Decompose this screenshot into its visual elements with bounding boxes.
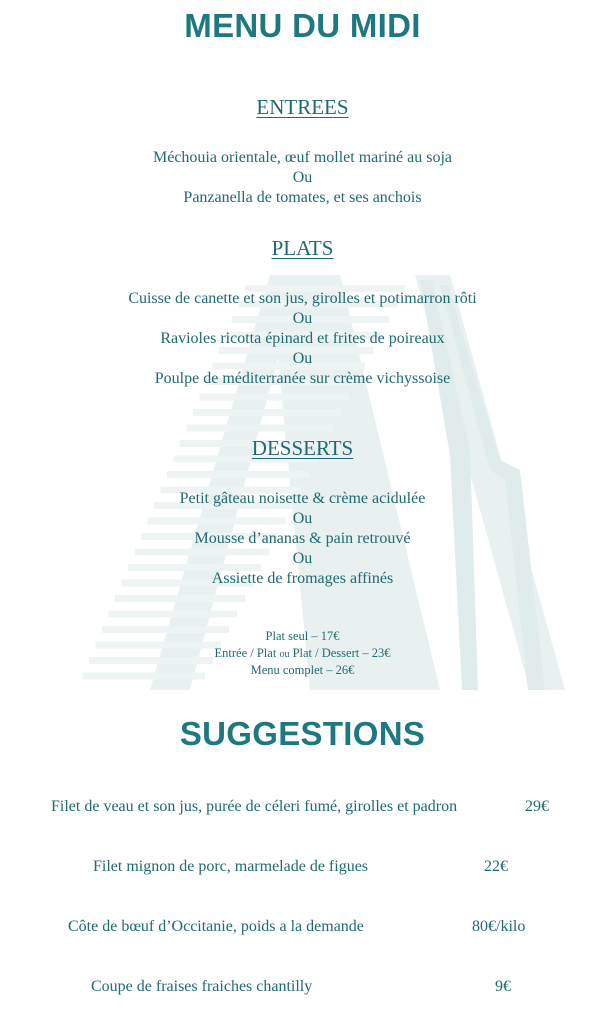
watermark-stripe [115,595,245,602]
price-combo-b: Plat / Dessert – 23€ [292,646,391,660]
section-heading-entrees: ENTREES [256,95,349,119]
section-heading-plats: PLATS [271,236,334,260]
watermark-stripe [187,425,334,432]
price-plat-seul: Plat seul – 17€ [265,629,340,643]
separator-ou: Ou [292,350,313,367]
watermark-stripe [193,409,341,416]
price-combo-a: Entrée / Plat [214,646,277,660]
watermark-stripe [167,471,309,478]
menu-item: Panzanella de tomates, et ses anchois [183,189,422,206]
menu-item: Cuisse de canette et son jus, girolles et potimarron rôti [128,290,477,307]
suggestion-price: 29€ [525,798,549,815]
separator-ou: Ou [292,310,313,327]
menu-item: Poulpe de méditerranée sur crème vichyssoise [154,370,451,387]
menu-item: Méchouia orientale, œuf mollet mariné au soja [152,149,452,166]
watermark-stripe [109,611,238,618]
separator-ou: Ou [292,550,313,567]
price-two-courses [0,645,605,663]
price-combo-ou: ou [279,649,290,660]
separator-ou: Ou [292,510,313,527]
section-heading-desserts: DESSERTS [251,436,354,460]
suggestions-title: SUGGESTIONS [179,715,426,752]
watermark-stripe [200,394,350,401]
menu-item: Ravioles ricotta épinard et frites de poireaux [160,330,445,347]
suggestion-price: 22€ [484,858,508,875]
suggestion-name: Filet de veau et son jus, purée de céleri fumé, girolles et padron [51,798,458,815]
suggestion-price: 9€ [495,978,511,995]
suggestion-name: Côte de bœuf d’Occitanie, poids a la demande [68,918,364,935]
suggestion-name: Coupe de fraises fraiches chantilly [91,978,313,995]
menu-item: Mousse d’ananas & pain retrouvé [194,530,411,547]
menu-title: MENU DU MIDI [184,7,421,44]
suggestion-price: 80€/kilo [472,918,526,935]
menu-item: Petit gâteau noisette & crème acidulée [179,490,426,507]
separator-ou: Ou [292,169,313,186]
price-menu-complet: Menu complet – 26€ [250,663,355,677]
menu-item: Assiette de fromages affinés [211,570,394,587]
suggestion-name: Filet mignon de porc, marmelade de figues [93,858,369,875]
